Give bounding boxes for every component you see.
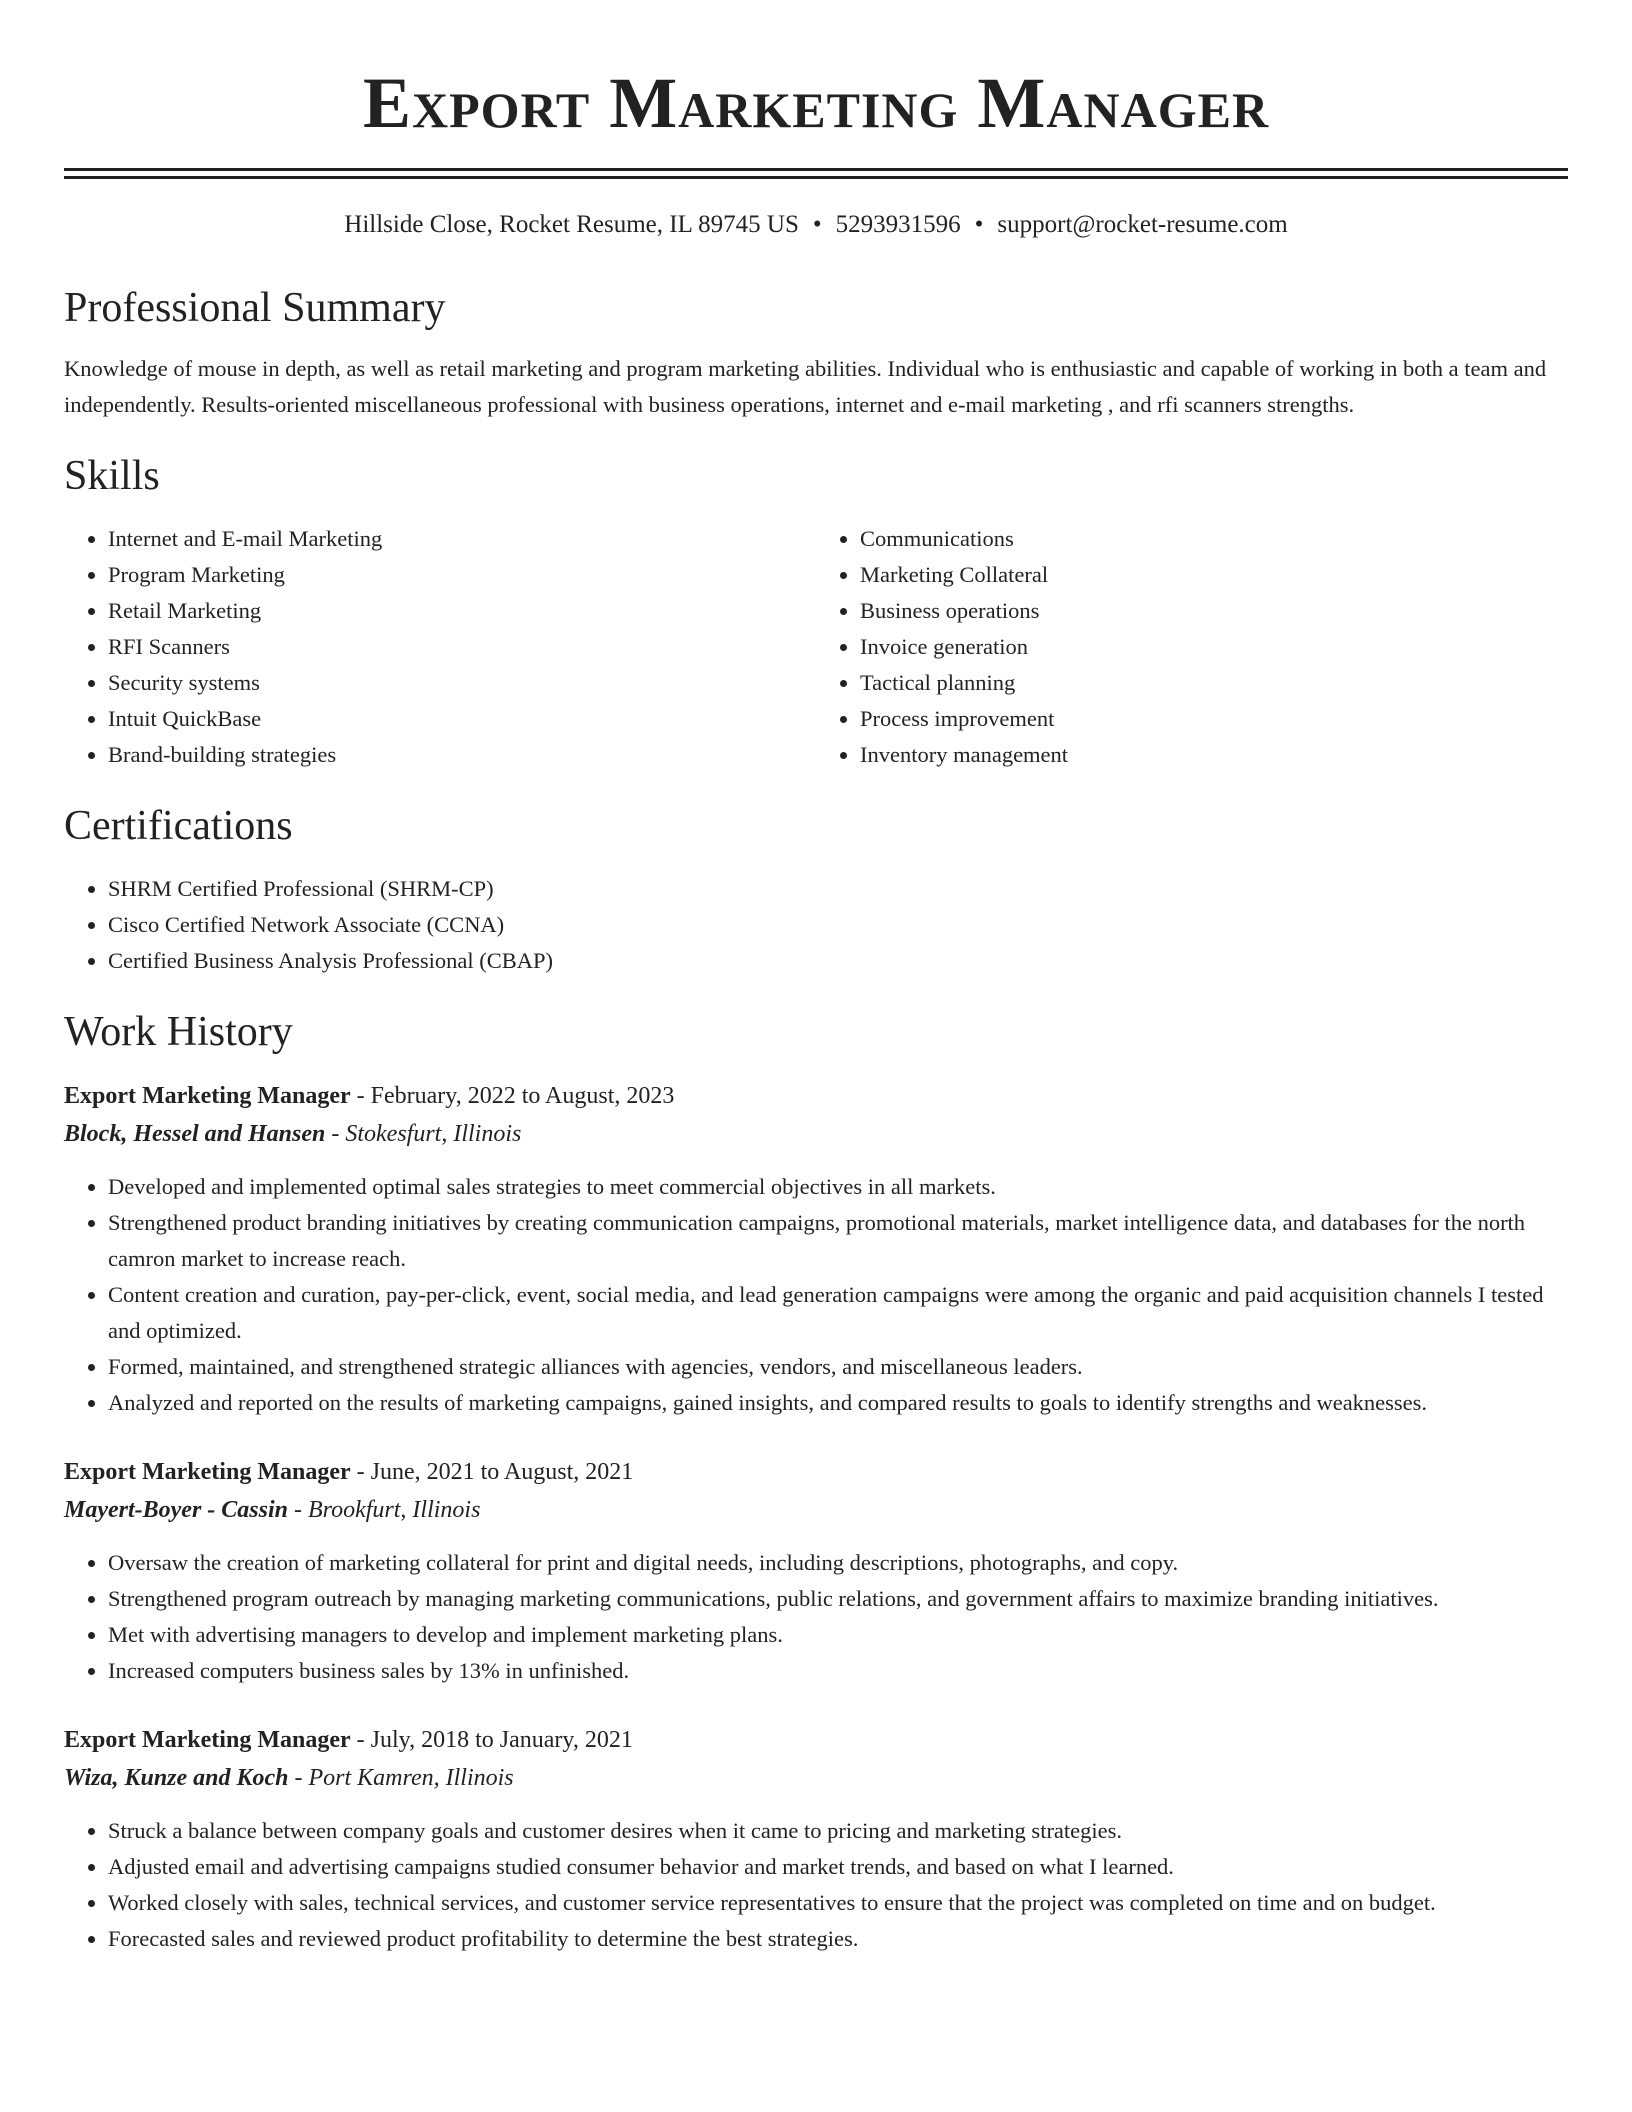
certification-item: • SHRM Certified Professional (SHRM-CP)	[108, 871, 1568, 907]
job-title-line	[64, 1721, 1568, 1759]
skill-item: • Inventory management	[860, 737, 1568, 773]
job-bullet: • Formed, maintained, and strengthened strategic alliances with agencies, vendors, and miscellaneous leaders.	[108, 1349, 1568, 1385]
employer-line	[64, 1115, 1568, 1153]
skill-item: • Invoice generation	[860, 629, 1568, 665]
skill-item: • Retail Marketing	[108, 593, 816, 629]
skill-item: • Internet and E-mail Marketing	[108, 521, 816, 557]
job-entry	[64, 1721, 1568, 1957]
work-history-heading: Work History	[64, 1009, 293, 1055]
skill-item: • Brand-building strategies	[108, 737, 816, 773]
job-title-line	[64, 1077, 1568, 1115]
skills-columns	[64, 521, 1568, 773]
skills-left-list	[64, 521, 816, 773]
company-location: - Brookfurt, Illinois	[294, 1497, 481, 1523]
skill-item: • RFI Scanners	[108, 629, 816, 665]
skills-heading: Skills	[64, 453, 160, 499]
skill-item: • Program Marketing	[108, 557, 816, 593]
company-name: Mayert-Boyer - Cassin	[64, 1497, 288, 1523]
job-bullet: • Increased computers business sales by 13% in unfinished.	[108, 1653, 1568, 1689]
skill-item: • Security systems	[108, 665, 816, 701]
job-bullet: • Developed and implemented optimal sales strategies to meet commercial objectives in all markets.	[108, 1169, 1568, 1205]
job-bullet: • Forecasted sales and reviewed product profitability to determine the best strategies.	[108, 1921, 1568, 1957]
company-location: - Port Kamren, Illinois	[294, 1765, 514, 1791]
certification-item: • Certified Business Analysis Professional (CBAP)	[108, 943, 1568, 979]
title-divider	[64, 168, 1568, 179]
company-location: - Stokesfurt, Illinois	[331, 1121, 522, 1147]
job-bullet: • Met with advertising managers to develop and implement marketing plans.	[108, 1617, 1568, 1653]
employer-line	[64, 1759, 1568, 1797]
job-title: Export Marketing Manager	[64, 1727, 351, 1753]
contact-separator: •	[812, 211, 822, 238]
job-bullet: • Analyzed and reported on the results of marketing campaigns, gained insights, and compared results to goals to identify strengths and weaknesses.	[108, 1385, 1568, 1421]
certifications-list	[64, 871, 1568, 979]
skill-item: • Intuit QuickBase	[108, 701, 816, 737]
certifications-heading: Certifications	[64, 803, 293, 849]
contact-separator: •	[974, 211, 984, 238]
employer-line	[64, 1491, 1568, 1529]
job-dates: - February, 2022 to August, 2023	[356, 1083, 675, 1109]
job-bullet: • Oversaw the creation of marketing collateral for print and digital needs, including descriptions, photographs, and copy.	[108, 1545, 1568, 1581]
contact-phone: 5293931596	[835, 211, 961, 238]
skill-item: • Process improvement	[860, 701, 1568, 737]
resume-page	[64, 0, 1568, 1957]
job-bullets	[64, 1169, 1568, 1421]
job-bullets	[64, 1545, 1568, 1689]
summary-heading: Professional Summary	[64, 285, 446, 331]
skill-item: • Communications	[860, 521, 1568, 557]
job-bullet: • Struck a balance between company goals and customer desires when it came to pricing and marketing strategies.	[108, 1813, 1568, 1849]
skill-item: • Tactical planning	[860, 665, 1568, 701]
job-bullets	[64, 1813, 1568, 1957]
job-bullet: • Strengthened program outreach by managing marketing communications, public relations, and government affairs to maximize branding initiatives.	[108, 1581, 1568, 1617]
job-title: Export Marketing Manager	[64, 1459, 351, 1485]
job-title: Export Marketing Manager	[64, 1083, 351, 1109]
job-bullet: • Content creation and curation, pay-per-click, event, social media, and lead generation campaigns were among the organic and paid acquisition channels I tested and optimized.	[108, 1277, 1568, 1349]
job-dates: - July, 2018 to January, 2021	[356, 1727, 633, 1753]
skills-right-list	[816, 521, 1568, 773]
job-dates: - June, 2021 to August, 2021	[356, 1459, 634, 1485]
summary-text: Knowledge of mouse in depth, as well as retail marketing and program marketing abilities. Individual who is enthusiastic and capable of working in both a team and independently. Results-oriented miscellaneous professional with business operations, internet and e-mail marketing , and rfi scanners strengths.	[64, 356, 1547, 417]
company-name: Wiza, Kunze and Koch	[64, 1765, 289, 1791]
skill-item: • Business operations	[860, 593, 1568, 629]
contact-email: support@rocket-resume.com	[997, 211, 1288, 238]
job-entry	[64, 1077, 1568, 1421]
job-entry	[64, 1453, 1568, 1689]
job-bullet: • Worked closely with sales, technical services, and customer service representatives to ensure that the project was completed on time and on budget.	[108, 1885, 1568, 1921]
job-bullet: • Adjusted email and advertising campaigns studied consumer behavior and market trends, and based on what I learned.	[108, 1849, 1568, 1885]
contact-line	[64, 209, 1568, 241]
resume-title: Export Marketing Manager	[362, 63, 1270, 143]
job-title-line	[64, 1453, 1568, 1491]
job-bullet: • Strengthened product branding initiatives by creating communication campaigns, promotional materials, market intelligence data, and databases for the north camron market to increase reach.	[108, 1205, 1568, 1277]
certification-item: • Cisco Certified Network Associate (CCNA)	[108, 907, 1568, 943]
contact-address: Hillside Close, Rocket Resume, IL 89745 US	[344, 211, 799, 238]
skill-item: • Marketing Collateral	[860, 557, 1568, 593]
company-name: Block, Hessel and Hansen	[64, 1121, 326, 1147]
